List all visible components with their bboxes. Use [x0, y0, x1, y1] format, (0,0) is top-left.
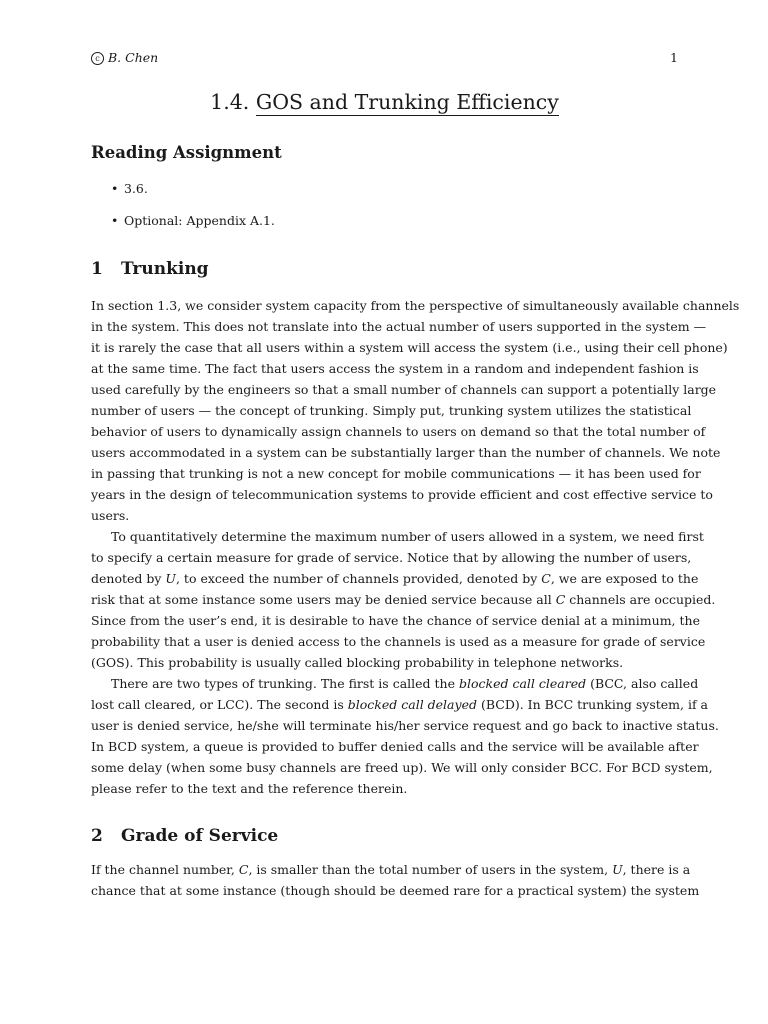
text-line: in passing that trunking is not a new concept for mobile communications — it has been used for — [91, 466, 701, 481]
text-line: Since from the user’s end, it is desirable to have the chance of service denial at a minimum, the — [91, 613, 700, 628]
reading-list — [111, 181, 275, 245]
paragraph-trunking-intro — [91, 295, 740, 526]
page-number: 1 — [670, 50, 678, 65]
text-line: To quantitatively determine the maximum number of users allowed in a system, we need first — [111, 529, 704, 544]
section-title: Grade of Service — [121, 826, 279, 846]
section-heading-grade-of-service — [91, 826, 278, 846]
title-text: GOS and Trunking Efficiency — [255, 90, 559, 114]
running-header — [91, 50, 678, 65]
text-line: There are two types of trunking. The first is called the blocked call cleared (BCC, also called — [111, 676, 699, 691]
text-line: If the channel number, C, is smaller than the total number of users in the system, U, there is a — [91, 862, 691, 877]
text-line: user is denied service, he/she will terminate his/her service request and go back to inactive status. — [91, 718, 719, 733]
section-number: 2 — [91, 826, 103, 846]
text-line: (GOS). This probability is usually called blocking probability in telephone networks. — [91, 655, 624, 670]
text-line: users accommodated in a system can be substantially larger than the number of channels. We note — [91, 445, 721, 460]
text-line: to specify a certain measure for grade of service. Notice that by allowing the number of users, — [91, 550, 692, 565]
section-number: 1 — [91, 259, 103, 279]
paragraph-grade-of-service — [91, 526, 716, 673]
list-item — [111, 213, 275, 229]
text-line: behavior of users to dynamically assign channels to users on demand so that the total number of — [91, 424, 706, 439]
text-line: used carefully by the engineers so that a small number of channels can support a potentially large — [91, 382, 717, 397]
list-item-text: 3.6. — [124, 181, 148, 196]
bullet-icon: • — [111, 213, 119, 228]
section-heading-trunking — [91, 259, 209, 279]
copyright-icon: c — [91, 52, 104, 65]
list-item-text: Optional: Appendix A.1. — [124, 213, 275, 228]
text-line: chance that at some instance (though should be deemed rare for a practical system) the system — [91, 883, 700, 898]
list-item — [111, 181, 275, 197]
text-line: users. — [91, 508, 130, 523]
text-line: probability that a user is denied access to the channels is used as a measure for grade of service — [91, 634, 706, 649]
text-line: some delay (when some busy channels are freed up). We will only consider BCC. For BCD system, — [91, 760, 713, 775]
bullet-icon: • — [111, 181, 119, 196]
text-line: please refer to the text and the reference therein. — [91, 781, 408, 796]
text-line: in the system. This does not translate into the actual number of users supported in the system — — [91, 319, 707, 334]
paragraph-gos-intro — [91, 859, 700, 901]
title-number: 1.4. — [210, 90, 250, 114]
text-line: In BCD system, a queue is provided to buffer denied calls and the service will be available after — [91, 739, 699, 754]
author-credit — [91, 50, 158, 65]
author-name: B. Chen — [108, 50, 159, 65]
text-line: at the same time. The fact that users access the system in a random and independent fashion is — [91, 361, 699, 376]
reading-assignment-heading: Reading Assignment — [91, 143, 282, 162]
section-title: Trunking — [121, 259, 209, 279]
text-line: denoted by U, to exceed the number of channels provided, denoted by C, we are exposed to the — [91, 571, 699, 586]
text-line: risk that at some instance some users may be denied service because all C channels are occupied. — [91, 592, 716, 607]
paragraph-trunking-types — [91, 673, 719, 799]
text-line: years in the design of telecommunication systems to provide efficient and cost effective service to — [91, 487, 713, 502]
text-line: In section 1.3, we consider system capacity from the perspective of simultaneously available channels — [91, 298, 740, 313]
page-title — [91, 90, 678, 114]
text-line: number of users — the concept of trunking. Simply put, trunking system utilizes the statistical — [91, 403, 692, 418]
text-line: it is rarely the case that all users within a system will access the system (i.e., using their cell phone) — [91, 340, 728, 355]
text-line: lost call cleared, or LCC). The second is blocked call delayed (BCD). In BCC trunking system, if a — [91, 697, 709, 712]
